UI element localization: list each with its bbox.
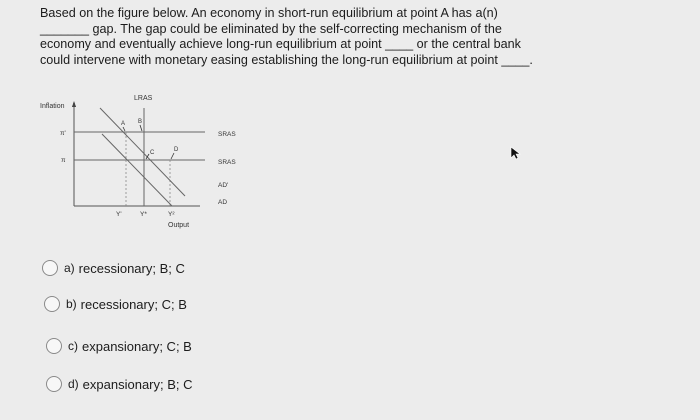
as-ad-diagram xyxy=(40,88,250,238)
option-text: recessionary; B; C xyxy=(78,260,185,276)
radio-icon[interactable] xyxy=(42,260,58,276)
ad-label: AD xyxy=(218,199,228,206)
point-c-label: C xyxy=(150,150,155,156)
point-d-arrow xyxy=(171,153,174,159)
option-text: expansionary; B; C xyxy=(82,376,193,392)
point-b-label: B xyxy=(138,119,143,125)
sras-lower-label: SRAS xyxy=(218,159,236,166)
point-a-label: A xyxy=(121,121,126,127)
question-text: Based on the figure below. An economy in short-run equilibrium at point A has a(n) _______ gap. The gap could be eliminated by the self-correcting mechanism of the economy and eventually achieve long-run equilibrium at point ____ or the central bank could intervene with monetary easing establishing the long-run equilibrium at point ____. xyxy=(40,6,533,67)
option-c[interactable] xyxy=(46,338,192,354)
ad-prime-label: AD' xyxy=(218,182,229,189)
option-letter: d) xyxy=(68,377,79,391)
ad-curve xyxy=(102,134,172,206)
option-d[interactable] xyxy=(46,376,193,392)
point-d-label: D xyxy=(174,147,179,153)
radio-icon[interactable] xyxy=(44,296,60,312)
point-a-arrow xyxy=(123,127,125,131)
y-prime-tick: Y' xyxy=(116,211,122,218)
y-star-tick: Y* xyxy=(140,211,147,218)
ad-prime-curve xyxy=(100,108,185,196)
radio-icon[interactable] xyxy=(46,376,62,392)
radio-icon[interactable] xyxy=(46,338,62,354)
option-text: recessionary; C; B xyxy=(80,296,187,312)
option-a[interactable] xyxy=(42,260,185,276)
option-b[interactable] xyxy=(44,296,187,312)
x-axis-label: Output xyxy=(168,222,190,229)
mouse-cursor-icon xyxy=(510,146,522,160)
sras-upper-label: SRAS xyxy=(218,131,236,138)
y-axis-label: Inflation xyxy=(40,103,65,110)
option-letter: b) xyxy=(66,297,77,311)
point-b-arrow xyxy=(140,125,142,131)
option-letter: c) xyxy=(68,339,78,353)
option-text: expansionary; C; B xyxy=(82,338,192,354)
y-double-prime-tick: Y² xyxy=(168,211,175,218)
lras-label: LRAS xyxy=(134,95,153,102)
option-letter: a) xyxy=(64,261,75,275)
pi-label: π xyxy=(61,157,66,164)
pi-prime-label: π' xyxy=(60,130,66,137)
